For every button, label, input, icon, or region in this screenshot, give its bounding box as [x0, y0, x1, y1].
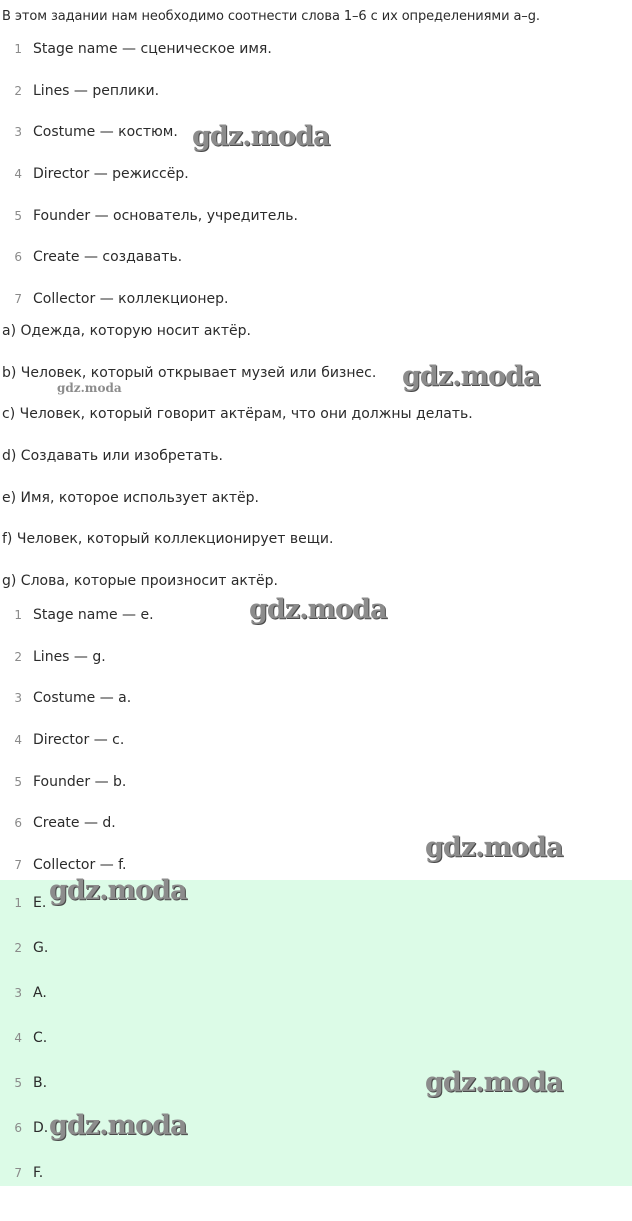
- watermark: gdz.moda: [249, 594, 387, 625]
- item-text: Director — c.: [33, 731, 125, 748]
- item-text: Director — режиссёр.: [33, 165, 189, 182]
- item-text: Costume — костюм.: [33, 124, 178, 141]
- item-number: 2: [14, 649, 22, 664]
- watermark: gdz.moda: [192, 121, 330, 152]
- list-item: [0, 70, 298, 112]
- list-item: [0, 153, 298, 195]
- item-text: Lines — g.: [33, 648, 106, 665]
- watermark: gdz.moda: [57, 381, 122, 395]
- item-text: Create — создавать.: [33, 249, 183, 266]
- item-number: 3: [14, 985, 22, 1000]
- list-item: [0, 278, 298, 320]
- list-item: [0, 1060, 48, 1105]
- item-number: 7: [14, 857, 22, 872]
- item-number: 5: [14, 774, 22, 789]
- item-text: A.: [33, 984, 47, 1001]
- item-text: Collector — коллекционер.: [33, 290, 229, 307]
- item-number: 3: [14, 125, 22, 140]
- item-number: 4: [14, 1030, 22, 1045]
- item-number: 1: [14, 895, 22, 910]
- item-number: 7: [14, 1165, 22, 1180]
- item-text: Stage name — e.: [33, 606, 154, 623]
- definition-item: g) Слова, которые произносит актёр.: [2, 573, 278, 590]
- list-item: [0, 802, 154, 844]
- item-text: Create — d.: [33, 815, 116, 832]
- terms-list: [0, 28, 298, 320]
- item-text: G.: [33, 939, 49, 956]
- item-number: 6: [14, 816, 22, 831]
- item-text: Founder — b.: [33, 773, 127, 790]
- list-item: [0, 970, 48, 1015]
- list-item: [0, 1150, 48, 1195]
- watermark: gdz.moda: [425, 1067, 563, 1098]
- list-item: [0, 880, 48, 925]
- item-text: Stage name — сценическое имя.: [33, 40, 272, 57]
- watermark: gdz.moda: [402, 361, 540, 392]
- intro-text: В этом задании нам необходимо соотнести слова 1–6 с их определениями a–g.: [2, 9, 540, 24]
- item-text: F.: [33, 1164, 44, 1181]
- matches-list: [0, 594, 154, 886]
- item-number: 1: [14, 607, 22, 622]
- item-number: 6: [14, 250, 22, 265]
- watermark: gdz.moda: [49, 875, 187, 906]
- definition-item: a) Одежда, которую носит актёр.: [2, 323, 251, 339]
- list-item: [0, 761, 154, 803]
- list-item: [0, 677, 154, 719]
- item-number: 4: [14, 732, 22, 747]
- item-text: Lines — реплики.: [33, 82, 160, 99]
- item-text: C.: [33, 1029, 48, 1046]
- list-item: [0, 236, 298, 278]
- item-text: D.: [33, 1119, 49, 1136]
- item-text: E.: [33, 894, 47, 911]
- item-number: 5: [14, 208, 22, 223]
- item-number: 2: [14, 83, 22, 98]
- list-item: [0, 594, 154, 636]
- item-text: B.: [33, 1074, 48, 1091]
- item-number: 6: [14, 1120, 22, 1135]
- item-text: Costume — a.: [33, 690, 132, 707]
- list-item: [0, 925, 48, 970]
- list-item: [0, 195, 298, 237]
- item-number: 3: [14, 691, 22, 706]
- item-number: 5: [14, 1075, 22, 1090]
- list-item: [0, 1015, 48, 1060]
- watermark: gdz.moda: [49, 1110, 187, 1141]
- definition-item: d) Создавать или изобретать.: [2, 448, 223, 465]
- list-item: [0, 28, 298, 70]
- definition-item: c) Человек, который говорит актёрам, что они должны делать.: [2, 406, 473, 423]
- item-text: Founder — основатель, учредитель.: [33, 207, 298, 224]
- list-item: [0, 719, 154, 761]
- watermark: gdz.moda: [425, 832, 563, 863]
- item-number: 1: [14, 41, 22, 56]
- item-text: Collector — f.: [33, 856, 127, 873]
- list-item: [0, 636, 154, 678]
- item-number: 7: [14, 291, 22, 306]
- list-item: [0, 1105, 48, 1150]
- item-number: 2: [14, 940, 22, 955]
- item-number: 4: [14, 166, 22, 181]
- definition-item: e) Имя, которое использует актёр.: [2, 489, 259, 506]
- answers-list: [0, 880, 48, 1195]
- definition-item: b) Человек, который открывает музей или бизнес.: [2, 364, 377, 381]
- definition-item: f) Человек, который коллекционирует вещи.: [2, 531, 334, 548]
